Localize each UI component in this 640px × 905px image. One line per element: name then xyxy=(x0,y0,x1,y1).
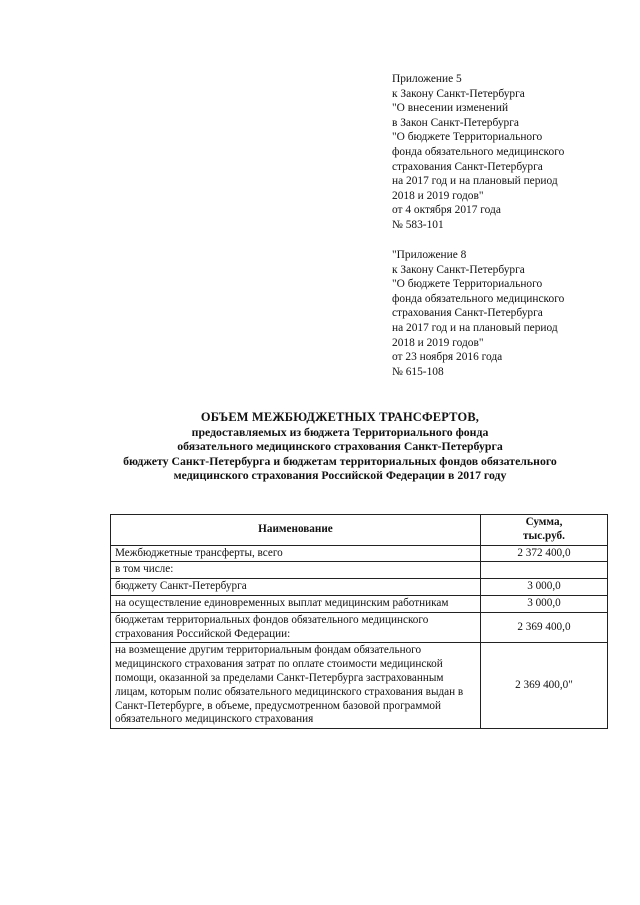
row-sum: 3 000,0 xyxy=(480,595,607,612)
annex-line: "О бюджете Территориального xyxy=(392,278,543,291)
header-sum-line: Сумма, xyxy=(525,516,563,528)
annex-line: страхования Санкт-Петербурга xyxy=(392,160,543,173)
annex-line: на 2017 год и на плановый период xyxy=(392,175,558,188)
title-line: медицинского страхования Российской Федерации в 2017 году xyxy=(173,468,507,483)
annex-number: № 583-101 xyxy=(392,218,444,231)
row-name: на возмещение другим территориальным фондам обязательного медицинского страхования затрат по оплате стоимости медицинской помощи, оказанной за пределами Санкт-Петербурга застрахованным лицам, которым полис обязательного медицинского страхования выдан в Санкт-Петербурге, в объеме, предусмотренном базовой программой обязательного медицинского страхования xyxy=(111,643,481,729)
row-name: бюджету Санкт-Петербурга xyxy=(111,579,481,596)
row-name: в том числе: xyxy=(111,562,481,579)
annex-line: Приложение 5 xyxy=(392,73,462,85)
table-row xyxy=(111,545,608,562)
title-line: бюджету Санкт-Петербурга и бюджетам территориальных фондов обязательного xyxy=(123,453,557,468)
annex-line: фонда обязательного медицинского xyxy=(392,145,565,158)
annex-line: 2018 и 2019 годов" xyxy=(392,189,484,202)
title-line: обязательного медицинского страхования Санкт-Петербурга xyxy=(177,439,503,454)
annex-line: от 4 октября 2017 года xyxy=(392,204,501,217)
row-name: Межбюджетные трансферты, всего xyxy=(111,545,481,562)
title-line: предоставляемых из бюджета Территориального фонда xyxy=(191,424,489,439)
row-sum: 2 372 400,0 xyxy=(480,545,607,562)
row-name: на осуществление единовременных выплат медицинским работникам xyxy=(111,595,481,612)
row-sum: 2 369 400,0 xyxy=(480,612,607,643)
annex-line: "О внесении изменений xyxy=(392,102,509,115)
table-header-row xyxy=(111,515,608,546)
annex-line: в Закон Санкт-Петербурга xyxy=(392,116,519,129)
annex-line: страхования Санкт-Петербурга xyxy=(392,307,543,320)
document-title xyxy=(60,410,620,483)
annex-line: фонда обязательного медицинского xyxy=(392,292,565,305)
annex-line: к Закону Санкт-Петербурга xyxy=(392,87,525,100)
annex-line: 2018 и 2019 годов" xyxy=(392,336,484,349)
transfers-table xyxy=(110,514,608,729)
table-row xyxy=(111,643,608,729)
title-main: ОБЪЕМ МЕЖБЮДЖЕТНЫХ ТРАНСФЕРТОВ, xyxy=(200,410,480,424)
row-sum xyxy=(480,562,607,579)
annex-current-header xyxy=(392,72,622,233)
annex-line: от 23 ноября 2016 года xyxy=(392,351,503,364)
table-row xyxy=(111,595,608,612)
table-row xyxy=(111,579,608,596)
annex-line: "Приложение 8 xyxy=(392,249,467,261)
row-sum: 3 000,0 xyxy=(480,579,607,596)
header-sum-unit: тыс.руб. xyxy=(523,529,565,542)
row-sum: 2 369 400,0" xyxy=(480,643,607,729)
annex-line: к Закону Санкт-Петербурга xyxy=(392,263,525,276)
annex-line: "О бюджете Территориального xyxy=(392,131,543,144)
annex-line: на 2017 год и на плановый период xyxy=(392,321,558,334)
annex-original-header xyxy=(392,248,622,379)
header-name: Наименование xyxy=(111,515,481,546)
table-row xyxy=(111,562,608,579)
table-row xyxy=(111,612,608,643)
annex-number: № 615-108 xyxy=(392,365,444,378)
row-name: бюджетам территориальных фондов обязательного медицинского страхования Российской Федерации: xyxy=(111,612,481,643)
header-sum xyxy=(480,515,607,546)
